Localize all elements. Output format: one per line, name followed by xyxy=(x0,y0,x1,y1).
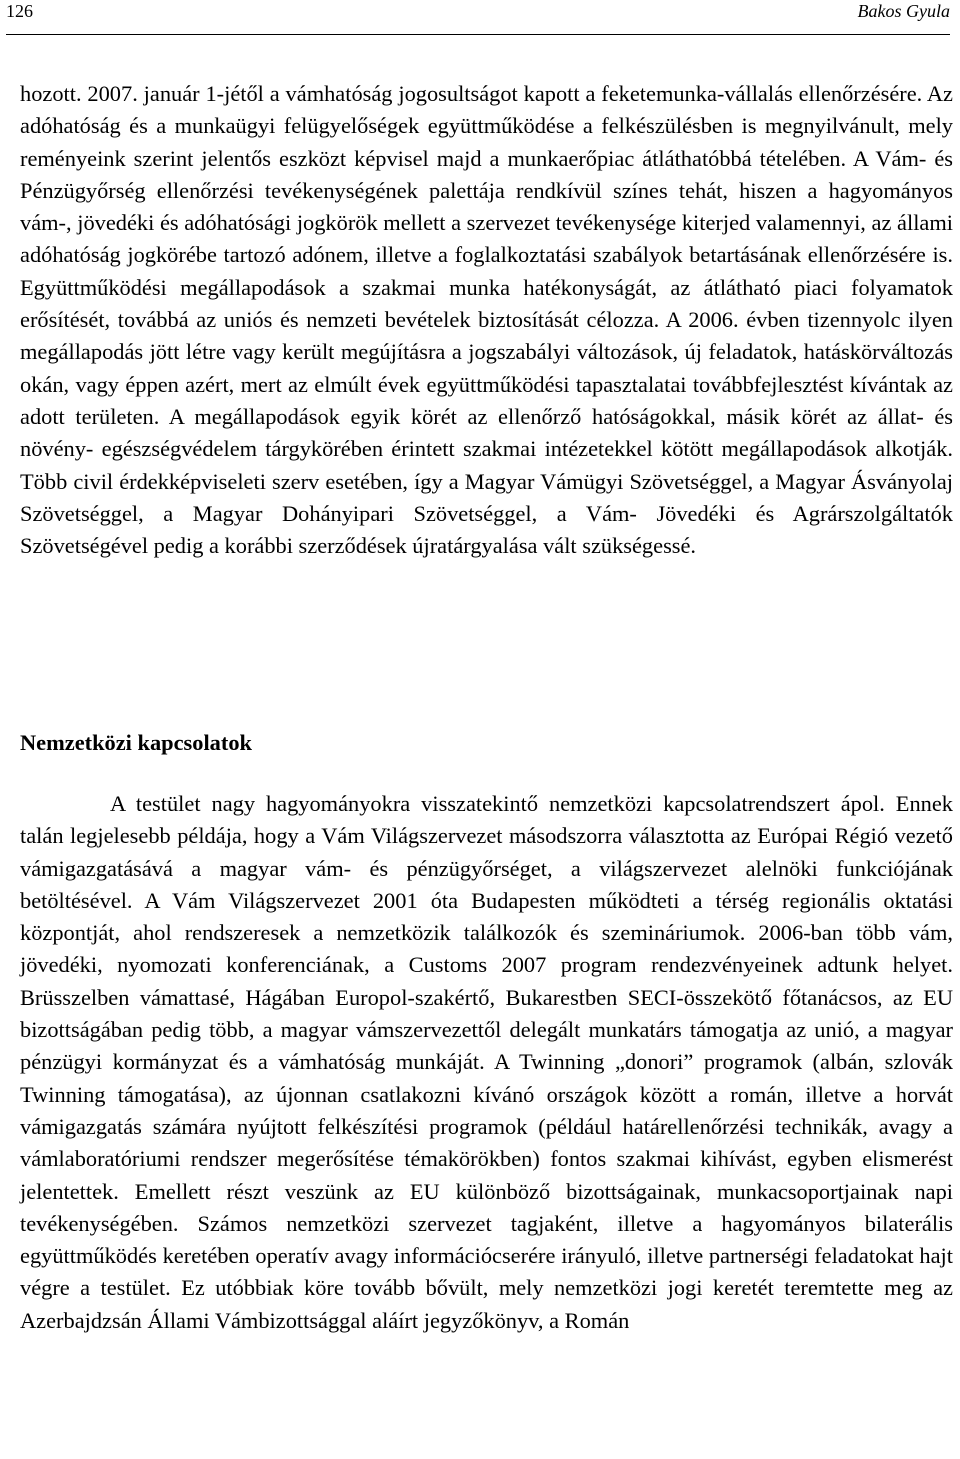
page-number: 126 xyxy=(6,1,33,21)
section-heading: Nemzetközi kapcsolatok xyxy=(20,730,252,755)
body-paragraph xyxy=(20,788,953,1337)
body-paragraph xyxy=(20,78,953,562)
running-header-author: Bakos Gyula xyxy=(857,1,950,21)
paragraph-text: A testület nagy hagyományokra visszatekintő nemzetközi kapcsolatrendszert ápol. Ennek talán legjelesebb példája, hogy a Vám Világszervezet másodszorra választotta az Európai Régió vezető vámigazgatásává a magyar vám- és pénzügyőrséget, a világszervezet alelnöki funkciójának betöltésével. A Vám Világszervezet 2001 óta Budapesten működteti a térség regionális oktatási központját, ahol rendszeresek a nemzetközik találkozók és szemináriumok. 2006-ban több vám, jövedéki, nyomozati konferenciának, a Customs 2007 program rendezvényeinek adtunk helyet. Brüsszelben vámattasé, Hágában Europol-szakértő, Bukarestben SECI-összekötő főtanácsos, az EU bizottságában pedig több, a magyar vámszervezettől delegált munkatárs támogatja az unió, a magyar pénzügyi kormányzat és a vámhatóság munkáját. A Twinning „donori” programok (albán, szlovák Twinning támogatása), az újonnan csatlakozni kívánó országok között a román, illetve a horvát vámigazgatás számára nyújtott felkészítési programok (például határellenőrzési technikák, avagy a vámlaboratóriumi rendszer megerősítése témakörökben) fontos szakmai kihívást, egyben elismerést jelentettek. Emellett részt veszünk az EU különböző bizottságainak, munkacsoportjainak napi tevékenységében. Számos nemzetközi szervezet tagjaként, illetve a hagyományos bilaterális együttműködés keretében operatív avagy információcserére irányuló, illetve partnerségi feladatokat hajt végre a testület. Ez utóbbiak köre tovább bővült, mely nemzetközi jogi keretét teremtette meg az Azerbajdzsán Állami Vámbizottsággal aláírt jegyzőkönyv, a Román xyxy=(20,791,953,1333)
running-header xyxy=(6,0,950,35)
paragraph-text: hozott. 2007. január 1-jétől a vámhatóság jogosultságot kapott a feketemunka-vállalás ellenőrzésére. Az adóhatóság és a munkaügyi felügyelőségek együttműködése a felkészülésben is megnyilvánult, mely reményeink szerint jelentős eszközt képvisel majd a munkaerőpiac átláthatóbbá tételében. A Vám- és Pénzügyőrség ellenőrzési tevékenységének palettája rendkívül színes tehát, hiszen a hagyományos vám-, jövedéki és adóhatósági jogkörök mellett a szervezet tevékenysége kiterjed valamennyi, az állami adóhatóság jogkörébe tartozó adónem, illetve a foglalkoztatási szabályok betartásának ellenőrzésére is. Együttműködési megállapodások a szakmai munka hatékonyságát, az átlátható piaci folyamatok erősítését, továbbá az uniós és nemzeti bevételek biztosítását célozza. A 2006. évben tizennyolc ilyen megállapodás jött létre vagy került megújításra a jogszabályi változások, új feladatok, hatáskörváltozás okán, vagy éppen azért, mert az elmúlt évek együttműködési tapasztalatai továbbfejlesztést kívántak az adott területen. A megállapodások egyik körét az ellenőrző hatóságokkal, másik körét az állat- és növény- egészségvédelem tárgykörében érintett szakmai intézetekkel kötött megállapodások alkotják. Több civil érdekképviseleti szerv esetében, így a Magyar Vámügyi Szövetséggel, a Magyar Ásványolaj Szövetséggel, a Magyar Dohányipari Szövetséggel, a Vám- Jövedéki és Agrárszolgáltatók Szövetségével pedig a korábbi szerződések újratárgyalása vált szükségessé. xyxy=(20,81,953,559)
